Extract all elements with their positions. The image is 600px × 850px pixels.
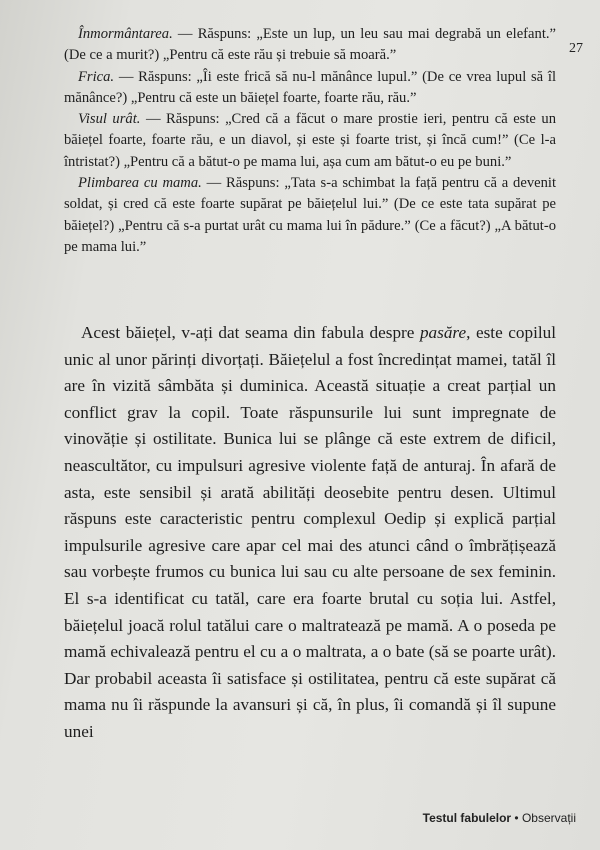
response-label: Frica.	[78, 68, 115, 85]
response-label: Înmormântarea.	[78, 26, 173, 42]
response-text: — Răspuns: „Este un lup, un leu sau mai degrabă un elefant.” (De ce a murit?) „Pentru că este rău și trebuie să moară.”	[64, 26, 556, 64]
response-text: — Răspuns: „Tata s-a schimbat la față pentru că a devenit soldat, și cred că este foarte supărat pe băiețelul lui.” (De ce este tata supărat pe băiețel?) „Pentru că s-a purtat urât cu mama lui în pădure.” (Ce a făcut?) „A bătut-o pe mama lui.”	[64, 175, 556, 255]
response-label: Plimbarea cu mama.	[78, 175, 202, 192]
running-footer	[423, 811, 576, 825]
fable-responses	[64, 24, 556, 258]
response-item	[64, 109, 556, 173]
footer-book-title: Testul fabulelor	[422, 811, 512, 825]
analysis-text-rest: , este copilul unic al unor părinți divorțați. Băiețelul a fost încredințat mamei, tatăl îl are în vizită sâmbăta și duminica. Această situație a creat parțial un conflict grav la copil. Toate răspunsurile lui sunt impregnate de vinovăție și ostilitate. Bunica lui se plânge că este extrem de dificil, neascultător, cu impulsuri agresive violente față de anturaj. În afară de asta, este sensibil și arată abilități deosebite pentru desen. Ultimul răspuns este caracteristic pentru complexul Oedip și explică parțial impulsurile agresive care apar cel mai des atunci când o îmbrățișează sau vorbește frumos cu bunica lui sau cu alte persoane de sex feminin. El s-a identificat cu tatăl, care era foarte brutal cu soția lui. Astfel, băiețelul joacă rolul tatălui care o maltratează pe mamă. A o poseda pe mamă echivalează pentru el cu a o maltrata, a o bate (să se poarte urât). Dar probabil aceasta îi satisface și ostilitatea, pentru că este supărat că mama nu îi răspunde la avansuri și că, în plus, îi comandă și îl supune unei	[64, 323, 556, 741]
footer-separator: •	[511, 811, 522, 825]
page-number: 27	[569, 41, 583, 56]
response-text: — Răspuns: „Cred că a făcut o mare prostie ieri, pentru că este un băiețel foarte, foarte rău, e un diavol, și este și foarte trist, și încă cum!” (Ce l-a întristat?) „Pentru că a bătut-o pe mama lui, așa cum am bătut-o eu pe buni.”	[64, 111, 556, 170]
analysis-italic-word: pasăre	[419, 323, 467, 342]
response-text: — Răspuns: „Îi este frică să nu-l mănânce lupul.” (De ce vrea lupul să îl mănânce?) „Pentru că este un băiețel foarte, foarte rău, rău.”	[64, 68, 556, 106]
analysis-paragraph	[64, 320, 556, 746]
response-item	[64, 24, 556, 67]
footer-section: Observații	[521, 811, 576, 825]
analysis-text-start: Acest băiețel, v-ați dat seama din fabula despre	[81, 323, 420, 342]
response-item	[64, 67, 556, 110]
response-label: Visul urât.	[78, 111, 141, 128]
response-item	[64, 173, 556, 258]
